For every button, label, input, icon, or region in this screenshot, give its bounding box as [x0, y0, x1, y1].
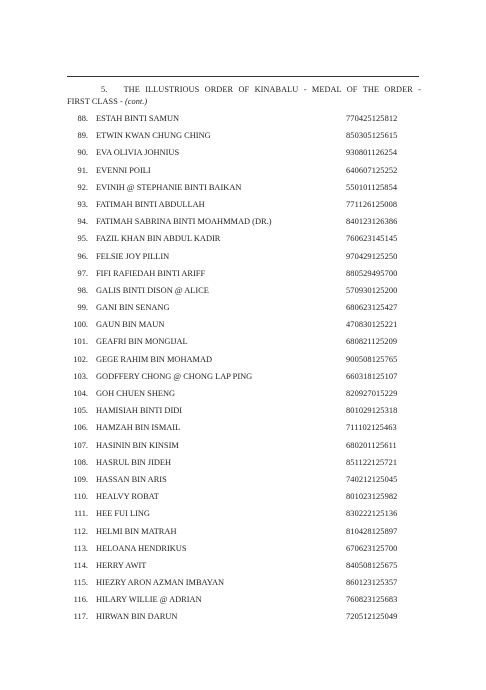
ic-number: 830222125136	[346, 509, 398, 519]
ic-number: 760823125683	[346, 595, 398, 605]
ic-number: 670623125700	[346, 543, 398, 553]
ic-number: 930801126254	[346, 148, 398, 158]
entry-number: 93.	[77, 199, 88, 209]
entry-number: 117.	[73, 612, 88, 622]
list-item	[0, 351, 486, 368]
recipient-name: FIFI RAFIEDAH BINTI ARIFF	[96, 268, 206, 278]
list-item	[0, 488, 486, 505]
list-item	[0, 574, 486, 591]
entry-number: 94.	[77, 217, 88, 227]
list-item	[0, 213, 486, 230]
recipient-name: GEAFRI BIN MONGIJAL	[96, 337, 188, 347]
entry-number: 105.	[73, 406, 88, 416]
ic-number: 720512125049	[346, 612, 398, 622]
list-item	[0, 179, 486, 196]
recipient-name: ETWIN KWAN CHUNG CHING	[96, 131, 211, 141]
list-item	[0, 523, 486, 540]
ic-number: 680821125209	[346, 337, 398, 347]
ic-number: 770425125812	[346, 114, 398, 123]
entry-number: 109.	[73, 474, 88, 484]
section-continuation: FIRST CLASS -	[67, 97, 123, 106]
recipient-name: FATIMAH BINTI ABDULLAH	[96, 199, 205, 209]
entry-number: 106.	[73, 423, 88, 433]
entry-number: 95.	[77, 234, 88, 244]
recipient-name: HEALVY ROBAT	[96, 492, 159, 502]
recipient-name: GALIS BINTI DISON @ ALICE	[96, 285, 209, 295]
ic-number: 550101125854	[346, 182, 398, 192]
entry-number: 91.	[77, 165, 88, 175]
list-item	[0, 333, 486, 350]
list-item	[0, 437, 486, 454]
recipient-name: FAZIL KHAN BIN ABDUL KADIR	[96, 234, 221, 244]
recipient-name: EVENNI POILI	[96, 165, 151, 175]
ic-number: 680623125427	[346, 303, 398, 313]
list-item	[0, 608, 486, 625]
recipient-name: GOH CHUEN SHENG	[96, 389, 176, 398]
recipient-name: HELOANA HENDRIKUS	[96, 543, 187, 553]
entry-number: 96.	[77, 251, 88, 261]
recipient-name: GANI BIN SENANG	[96, 303, 170, 313]
entry-number: 97.	[77, 268, 88, 278]
entry-number: 102.	[73, 354, 88, 364]
entry-number: 104.	[73, 389, 88, 398]
entry-number: 116.	[73, 595, 88, 605]
entry-number: 98.	[77, 285, 88, 295]
list-item	[0, 471, 486, 488]
ic-number: 680201125611	[346, 440, 397, 450]
recipient-name: HASSAN BIN ARIS	[96, 474, 167, 484]
ic-number: 900508125765	[346, 354, 398, 364]
entry-number: 90.	[77, 148, 88, 158]
recipient-name: GODFFERY CHONG @ CHONG LAP PING	[96, 371, 253, 381]
list-item	[0, 368, 486, 385]
list-item	[0, 316, 486, 333]
ic-number: 711102125463	[346, 423, 397, 433]
list-item	[0, 454, 486, 471]
entry-number: 108.	[73, 457, 88, 467]
list-item	[0, 196, 486, 213]
section-heading	[67, 84, 421, 108]
recipient-name: HAMZAH BIN ISMAIL	[96, 423, 181, 433]
section-heading-line1	[67, 84, 421, 96]
ic-number: 771126125008	[346, 199, 398, 209]
list-item	[0, 265, 486, 282]
entry-number: 111.	[73, 509, 88, 519]
recipient-name: HELMI BIN MATRAH	[96, 526, 177, 536]
ic-number: 820927015229	[346, 389, 398, 398]
recipient-name: GEGE RAHIM BIN MOHAMAD	[96, 354, 213, 364]
list-item	[0, 162, 486, 179]
ic-number: 840123126386	[346, 217, 398, 227]
ic-number: 740212125045	[346, 474, 398, 484]
entry-number: 114.	[73, 560, 88, 570]
ic-number: 860123125357	[346, 578, 398, 588]
list-item	[0, 127, 486, 144]
ic-number: 850305125615	[346, 131, 398, 141]
recipient-name: FATIMAH SABRINA BINTI MOAHMMAD (DR.)	[96, 217, 272, 227]
entry-number: 99.	[77, 303, 88, 313]
recipient-name: GAUN BIN MAUN	[96, 320, 165, 330]
recipient-name: EVA OLIVIA JOHNIUS	[96, 148, 180, 158]
list-item	[0, 557, 486, 574]
recipient-name: HASININ BIN KINSIM	[96, 440, 179, 450]
list-item	[0, 540, 486, 557]
recipient-list	[0, 110, 486, 626]
recipient-name: FELSIE JOY PILLIN	[96, 251, 170, 261]
section-title: THE ILLUSTRIOUS ORDER OF KINABALU - MEDAL OF THE ORDER -	[123, 85, 422, 94]
ic-number: 470830125221	[346, 320, 398, 330]
recipient-name: HAMISIAH BINTI DIDI	[96, 406, 183, 416]
entry-number: 92.	[77, 182, 88, 192]
ic-number: 760623145145	[346, 234, 398, 244]
ic-number: 970429125250	[346, 251, 398, 261]
top-rule	[67, 76, 419, 77]
cont-note: (cont.)	[124, 97, 148, 106]
ic-number: 880529495700	[346, 268, 398, 278]
entry-number: 103.	[73, 371, 88, 381]
entry-number: 89.	[77, 131, 88, 141]
ic-number: 660318125107	[346, 371, 398, 381]
list-item	[0, 419, 486, 436]
recipient-name: HIEZRY ARON AZMAN IMBAYAN	[96, 578, 225, 588]
ic-number: 810428125897	[346, 526, 398, 536]
recipient-name: EVINIH @ STEPHANIE BINTI BAIKAN	[96, 182, 242, 192]
recipient-name: HEE FUI LING	[96, 509, 150, 519]
ic-number: 840508125675	[346, 560, 398, 570]
section-heading-line2	[67, 96, 421, 108]
ic-number: 640607125252	[346, 165, 398, 175]
list-item	[0, 282, 486, 299]
list-item	[0, 505, 486, 522]
entry-number: 88.	[77, 114, 88, 123]
entry-number: 101.	[73, 337, 88, 347]
entry-number: 110.	[73, 492, 88, 502]
list-item	[0, 144, 486, 161]
list-item	[0, 299, 486, 316]
recipient-name: HERRY AWIT	[96, 560, 147, 570]
recipient-name: ESTAH BINTI SAMUN	[96, 114, 180, 123]
ic-number: 801023125982	[346, 492, 398, 502]
entry-number: 115.	[73, 578, 88, 588]
ic-number: 801029125318	[346, 406, 398, 416]
list-item	[0, 591, 486, 608]
list-item	[0, 110, 486, 127]
entry-number: 107.	[73, 440, 88, 450]
list-item	[0, 248, 486, 265]
ic-number: 570930125200	[346, 285, 398, 295]
recipient-name: HILARY WILLIE @ ADRIAN	[96, 595, 202, 605]
entry-number: 100.	[73, 320, 88, 330]
entry-number: 112.	[73, 526, 88, 536]
section-number: 5.	[101, 85, 108, 94]
entry-number: 113.	[73, 543, 88, 553]
list-item	[0, 230, 486, 247]
recipient-name: HASRUL BIN JIDEH	[96, 457, 172, 467]
ic-number: 851122125721	[346, 457, 398, 467]
list-item	[0, 402, 486, 419]
recipient-name: HIRWAN BIN DARUN	[96, 612, 178, 622]
list-item	[0, 385, 486, 402]
